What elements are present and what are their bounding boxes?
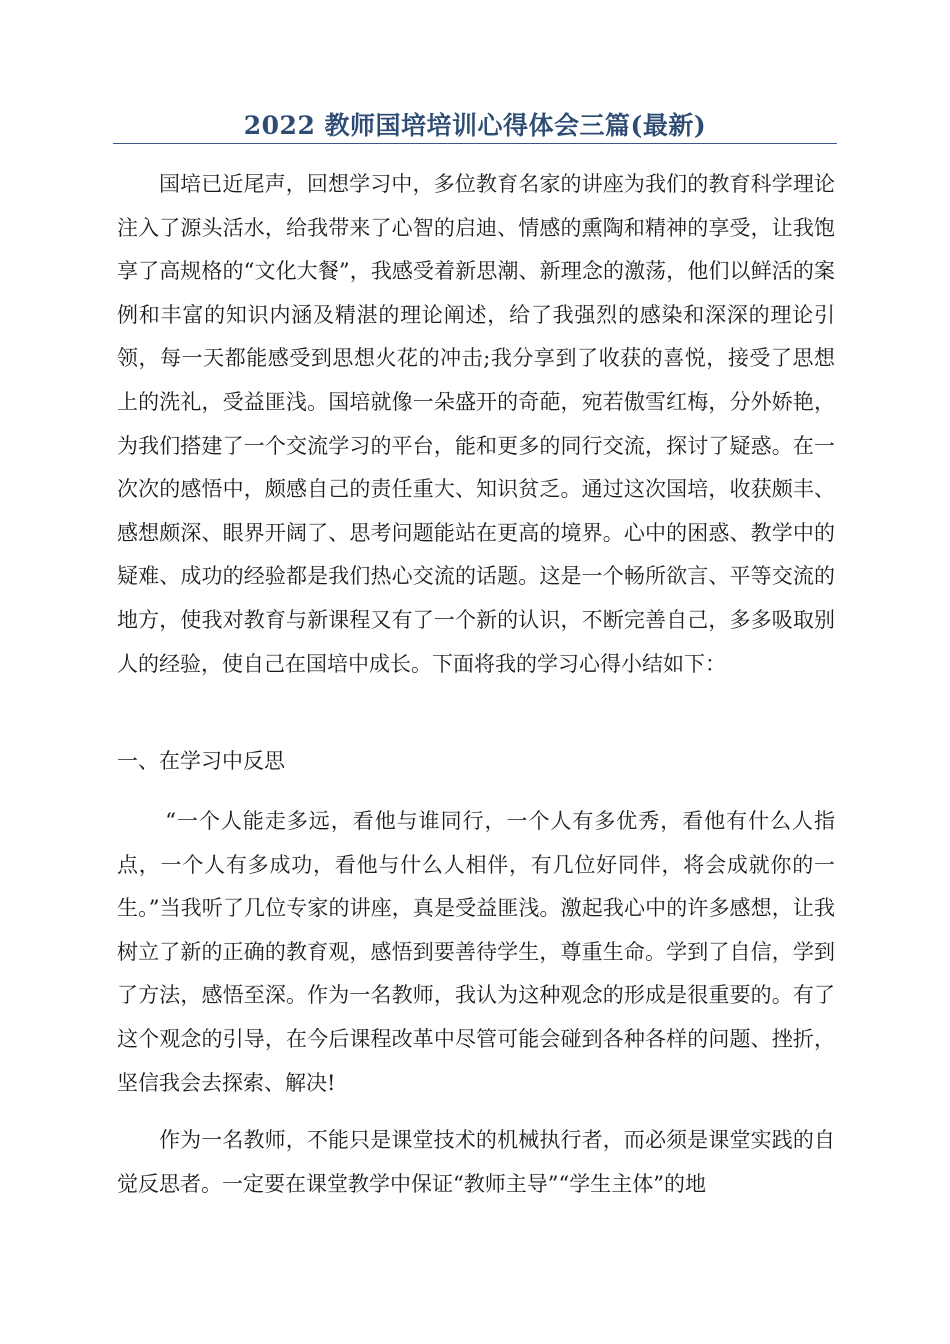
document-title: 2022 教师国培培训心得体会三篇(最新): [243, 110, 707, 140]
section-heading: 一、在学习中反思: [117, 749, 285, 773]
title-underline: [113, 143, 837, 144]
quote-paragraph: “一个人能走多远，看他与谁同行，一个人有多优秀，看他有什么人指点，一个人有多成功，看他与什么人相伴，有几位好同伴，将会成就你的一生。”当我听了几位专家的讲座，真是受益匪浅。激起我心中的许多感想，让我树立了新的正确的教育观，感悟到要善待学生，尊重生命。学到了自信，学到了方法，感悟至深。作为一名教师，我认为这种观念的形成是很重要的。有了这个观念的引导，在今后课程改革中尽管可能会碰到各种各样的问题、挫折，坚信我会去探索、解决!: [117, 809, 835, 1095]
reflection-paragraph: 作为一名教师，不能只是课堂技术的机械执行者，而必须是课堂实践的自觉反思者。一定要在课堂教学中保证“教师主导”“学生主体”的地: [117, 1128, 835, 1196]
intro-paragraph: 国培已近尾声，回想学习中，多位教育名家的讲座为我们的教育科学理论注入了源头活水，给我带来了心智的启迪、情感的熏陶和精神的享受，让我饱享了高规格的“文化大餐”，我感受着新思潮、新理念的激荡，他们以鲜活的案例和丰富的知识内涵及精湛的理论阐述，给了我强烈的感染和深深的理论引领，每一天都能感受到思想火花的冲击;我分享到了收获的喜悦，接受了思想上的洗礼，受益匪浅。国培就像一朵盛开的奇葩，宛若傲雪红梅，分外娇艳，为我们搭建了一个交流学习的平台，能和更多的同行交流，探讨了疑惑。在一次次的感悟中，颇感自己的责任重大、知识贫乏。通过这次国培，收获颇丰、感想颇深、眼界开阔了、思考问题能站在更高的境界。心中的困惑、教学中的疑难、成功的经验都是我们热心交流的话题。这是一个畅所欲言、平等交流的地方，使我对教育与新课程又有了一个新的认识，不断完善自己，多多吸取别人的经验，使自己在国培中成长。下面将我的学习心得小结如下：: [117, 172, 835, 676]
